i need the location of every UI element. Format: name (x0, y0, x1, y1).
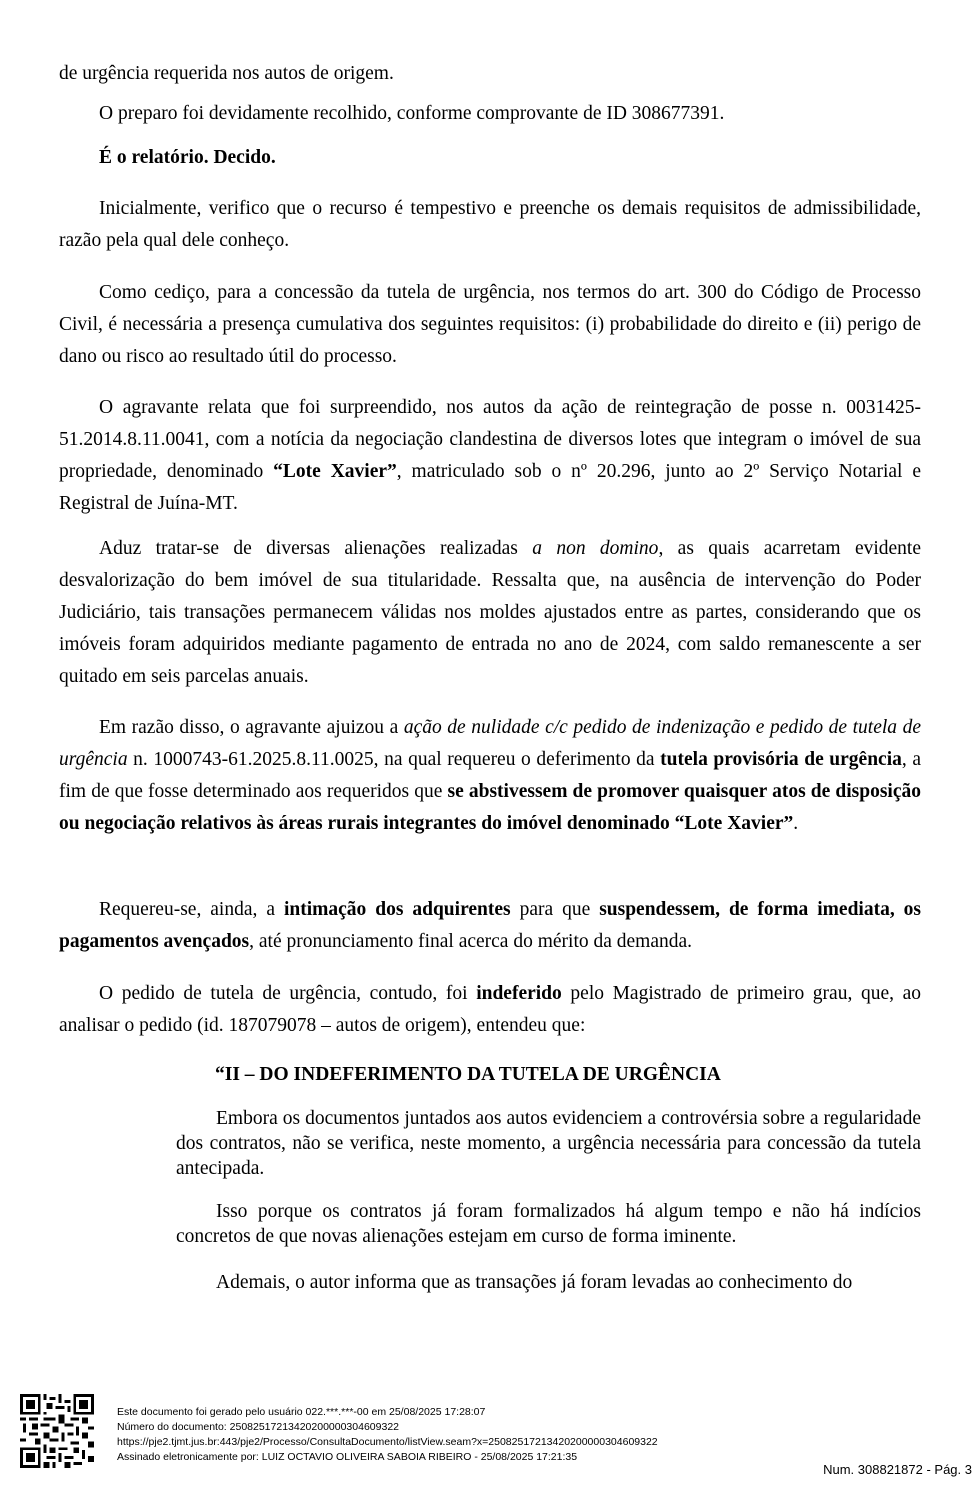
quote-paragraph-1: Embora os documentos juntados aos autos evidenciem a controvérsia sobre a regularidade dos contratos, não se verifica, neste momento, a urgência necessária para concessão da tutela antecipada. (176, 1108, 921, 1179)
footer-document-url[interactable]: https://pje2.tjmt.jus.br:443/pje2/Processo/ConsultaDocumento/listView.seam?x=25082517213420200000304609322 (117, 1436, 658, 1448)
body-paragraph-7: Aduz tratar-se de diversas alienações realizadas a non domino, as quais acarretam evidente desvalorização do bem imóvel de sua titularidade. Ressalta que, na ausência de intervenção do Poder Judiciário, tais transações permanecem válidas nos moldes ajustados entre as partes, considerando que os imóveis foram adquiridos mediante pagamento de entrada no ano de 2024, com saldo remanescente a ser quitado em seis parcelas anuais. (59, 538, 921, 687)
body-paragraph-5: Como cediço, para a concessão da tutela de urgência, nos termos do art. 300 do Código de Processo Civil, é necessária a presença cumulativa dos seguintes requisitos: (i) probabilidade do direito e (ii) perigo de dano ou risco ao resultado útil do processo. (59, 282, 921, 367)
quote-paragraph-2: Isso porque os contratos já foram formalizados há algum tempo e não há indícios concretos de que novas alienações estejam em curso de forma iminente. (176, 1201, 921, 1247)
body-paragraph-2: O preparo foi devidamente recolhido, conforme comprovante de ID 308677391. (99, 103, 725, 124)
qr-code-icon (20, 1394, 94, 1468)
body-paragraph-6: O agravante relata que foi surpreendido, nos autos da ação de reintegração de posse n. 0031425-51.2014.8.11.0041, com a notícia da negociação clandestina de diversos lotes que integram o imóvel de sua propriedade, denominado “Lote Xavier”, matriculado sob o nº 20.296, junto ao 2º Serviço Notarial e Registral de Juína-MT. (59, 397, 922, 514)
footer-generated-by: Este documento foi gerado pelo usuário 022.***.***-00 em 25/08/2025 17:28:07 (117, 1406, 486, 1418)
body-paragraph-9: Requereu-se, ainda, a intimação dos adquirentes para que suspendessem, de forma imediata, os pagamentos avençados, até pronunciamento final acerca do mérito da demanda. (59, 899, 921, 952)
body-paragraph-1: de urgência requerida nos autos de origem. (59, 63, 394, 84)
page-number: Num. 308821872 - Pág. 3 (823, 1462, 972, 1477)
footer-signature: Assinado eletronicamente por: LUIZ OCTAVIO OLIVEIRA SABOIA RIBEIRO - 25/08/2025 17:21:35 (117, 1451, 578, 1463)
body-paragraph-10: O pedido de tutela de urgência, contudo, foi indeferido pelo Magistrado de primeiro grau, que, ao analisar o pedido (id. 187079078 – autos de origem), entendeu que: (59, 983, 921, 1036)
quote-heading: “II – DO INDEFERIMENTO DA TUTELA DE URGÊNCIA (215, 1064, 721, 1085)
footer-document-number: Número do documento: 25082517213420200000304609322 (117, 1421, 399, 1433)
body-paragraph-8: Em razão disso, o agravante ajuizou a ação de nulidade c/c pedido de indenização e pedido de tutela de urgência n. 1000743-61.2025.8.11.0025, na qual requereu o deferimento da tutela provisória de urgência, a fim de que fosse determinado aos requeridos que se abstivessem de promover quaisquer atos de disposição ou negociação relativos às áreas rurais integrantes do imóvel denominado “Lote Xavier”. (59, 717, 922, 834)
document-footer (117, 1405, 658, 1465)
body-paragraph-4: Inicialmente, verifico que o recurso é tempestivo e preenche os demais requisitos de admissibilidade, razão pela qual dele conheço. (59, 198, 921, 251)
section-heading-report: É o relatório. Decido. (99, 147, 276, 168)
quote-paragraph-3: Ademais, o autor informa que as transações já foram levadas ao conhecimento do (216, 1272, 853, 1293)
